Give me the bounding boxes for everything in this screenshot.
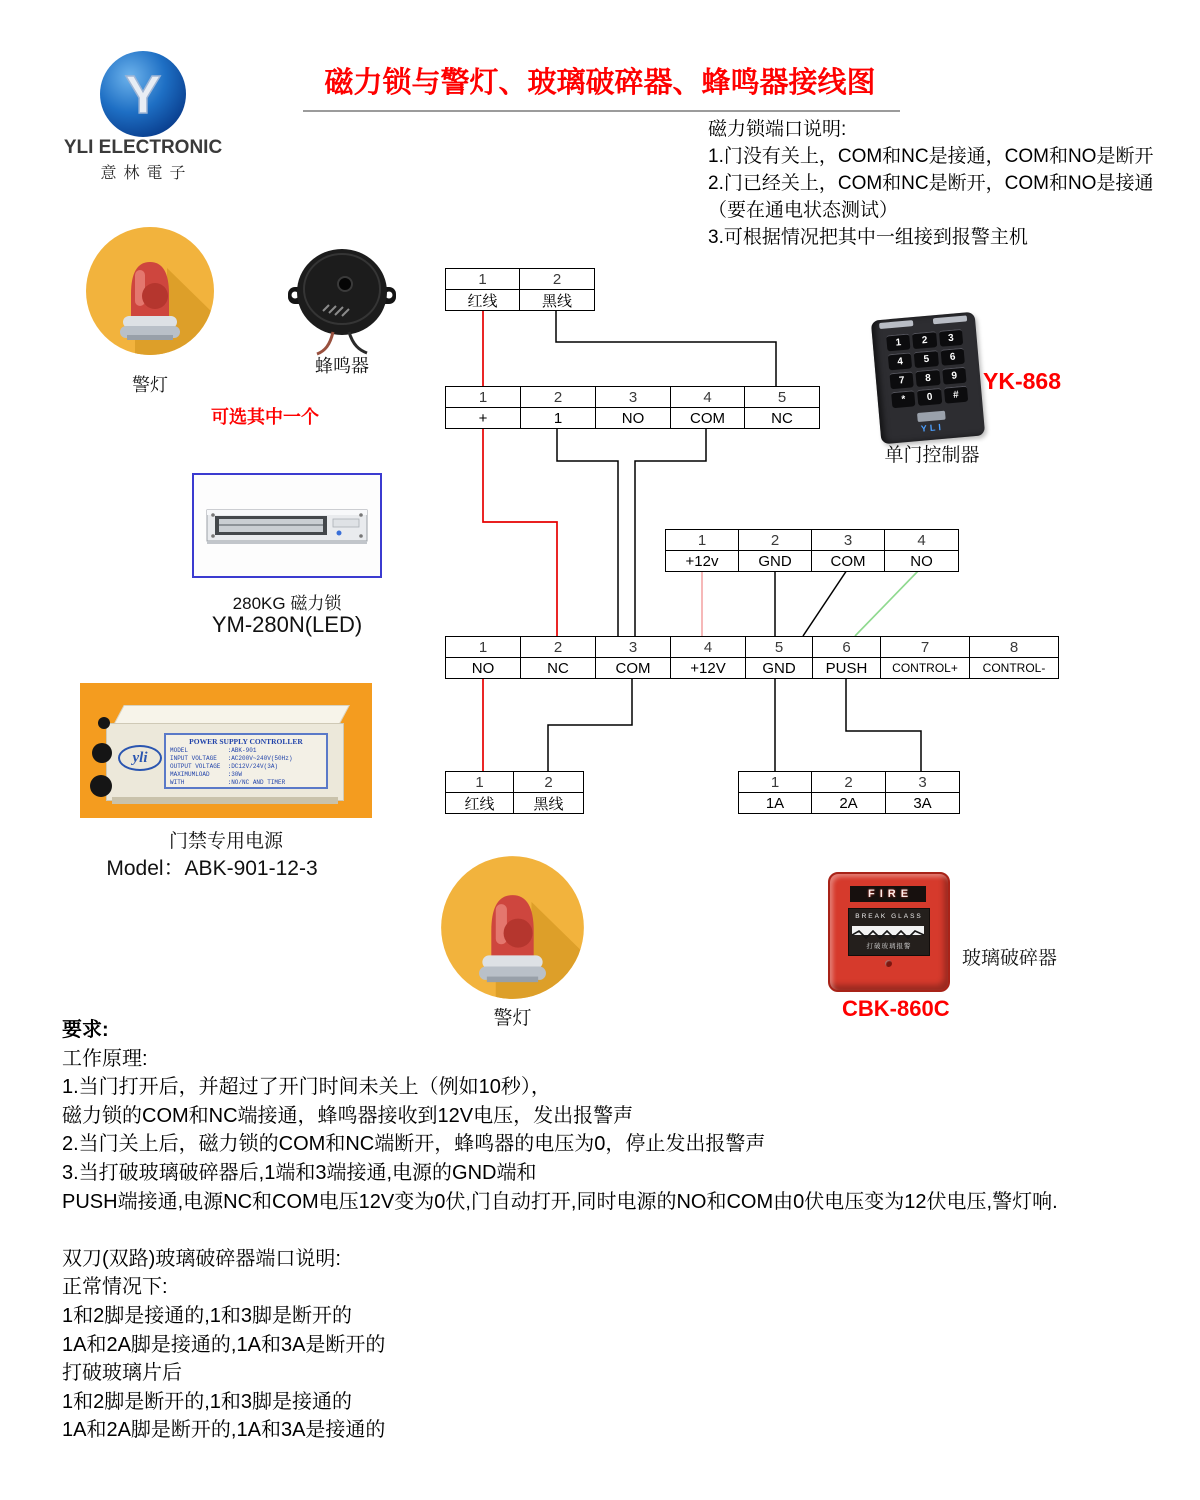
- terminal-cell: 1: [666, 530, 739, 550]
- terminal-row: [446, 793, 583, 813]
- fire-band: FIRE: [850, 886, 926, 902]
- terminal-row: [739, 793, 959, 813]
- zigzag-icon: [852, 930, 924, 939]
- text-line: INPUT VOLTAGE :AC200V~240V(50Hz): [170, 755, 293, 762]
- terminal-cell: 2A: [812, 793, 886, 813]
- power-supply-photo: [80, 683, 372, 818]
- light-wire-terminal: [445, 771, 584, 814]
- glass-breaker-image: [828, 872, 950, 992]
- terminal-row: [446, 658, 1058, 678]
- terminal-cell: COM: [671, 408, 745, 428]
- terminal-row: [666, 551, 958, 571]
- text-line: POWER SUPPLY CONTROLLER: [189, 737, 303, 746]
- psu-screw: [98, 717, 110, 729]
- terminal-row: [446, 772, 583, 793]
- terminal-cell: PUSH: [813, 658, 881, 678]
- terminal-cell: 2: [521, 387, 596, 407]
- wire-plus-to-power-nc: [483, 427, 557, 636]
- keypad-slot: [933, 315, 967, 324]
- keypad-keys: [886, 329, 968, 408]
- keypad-key: 9: [942, 367, 967, 385]
- text-line: 要求:: [62, 1019, 109, 1041]
- terminal-cell: 3: [596, 387, 671, 407]
- working-principle-notes: [62, 1016, 1058, 1445]
- break-glass-text: BREAK GLASS: [855, 913, 923, 920]
- text-line: MAXIMUMLOAD :30W: [170, 771, 243, 778]
- power-supply-label: 门禁专用电源: [168, 831, 283, 852]
- terminal-row: [739, 772, 959, 793]
- keypad-key: 0: [917, 388, 942, 406]
- terminal-cell: 4: [671, 637, 746, 657]
- terminal-cell: 1: [521, 408, 596, 428]
- terminal-cell: GND: [739, 551, 812, 571]
- terminal-cell: +: [446, 408, 521, 428]
- terminal-cell: 3: [918, 773, 927, 791]
- terminal-cell: 3A: [913, 794, 932, 812]
- power-supply-model: Model：ABK-901-12-3: [106, 857, 318, 880]
- terminal-cell: 1: [446, 387, 521, 407]
- terminal-cell: 1: [446, 772, 514, 792]
- terminal-cell: GND: [746, 658, 813, 678]
- terminal-cell: NO: [596, 408, 671, 428]
- terminal-cell: 2: [544, 773, 553, 791]
- wire-ctrlno-to-power-push: [855, 569, 920, 636]
- terminal-cell: 3: [596, 637, 671, 657]
- text-line: 2.当门关上后，磁力锁的COM和NC端断开，蜂鸣器的电压为0，停止发出报警声: [62, 1133, 766, 1156]
- keypad-brand: YLI: [920, 421, 945, 434]
- break-glass-panel: [848, 908, 930, 956]
- choose-one-note: 可选其中一个: [211, 407, 319, 427]
- terminal-cell: 8: [1009, 638, 1019, 656]
- lock-pigtail-terminal: [445, 386, 820, 429]
- text-line: 磁力锁端口说明:: [708, 119, 847, 140]
- terminal-cell: 7: [881, 637, 970, 657]
- brand-name-cn: 意林電子: [100, 165, 193, 182]
- keypad-key: 6: [940, 348, 965, 366]
- break-glass-cn-text: 打破玻璃报警: [866, 943, 912, 950]
- text-line: 3.当打破玻璃破碎器后,1端和3端接通,电源的GND端和: [62, 1161, 537, 1184]
- keypad-slot: [879, 320, 913, 329]
- text-line: 3.可根据情况把其中一组接到报警主机: [708, 227, 1028, 248]
- terminal-cell: 2: [552, 270, 562, 288]
- keypad-key: *: [891, 390, 916, 408]
- terminal-cell: 5: [777, 388, 787, 406]
- psu-knob: [92, 743, 112, 763]
- terminal-cell: NC: [521, 658, 596, 678]
- maglock-icon: [194, 475, 380, 576]
- terminal-row: [446, 387, 819, 408]
- warning-light-label: 警灯: [132, 375, 168, 395]
- controller-model: YK-868: [983, 368, 1061, 394]
- text-line: 1.门没有关上，COM和NC是接通，COM和NO是断开: [708, 146, 1154, 167]
- terminal-row: [446, 269, 594, 290]
- keypad-key: 8: [916, 369, 941, 387]
- controller-terminal: [665, 529, 959, 572]
- terminal-cell: NC: [771, 409, 793, 427]
- text-line: 双刀(双路)玻璃破碎器端口说明:: [62, 1247, 341, 1270]
- terminal-cell: 4: [917, 531, 926, 549]
- psu-label-plate: [164, 733, 328, 789]
- text-line: 工作原理:: [62, 1047, 148, 1070]
- terminal-cell: 4: [671, 387, 745, 407]
- glass-breaker-label: 玻璃破碎器: [962, 948, 1058, 969]
- text-line: 1和2脚是接通的,1和3脚是断开的: [62, 1304, 353, 1327]
- terminal-cell: 黑线: [533, 795, 564, 813]
- terminal-row: [666, 530, 958, 551]
- text-line: 1A和2A脚是断开的,1A和3A是接通的: [62, 1419, 386, 1442]
- buzzer-label: 蜂鸣器: [315, 356, 369, 376]
- terminal-row: [446, 408, 819, 428]
- text-line: OUTPUT VOLTAGE :DC12V/24V(3A): [170, 763, 279, 770]
- terminal-cell: NO: [446, 658, 521, 678]
- terminal-cell: NO: [910, 552, 933, 570]
- terminal-cell: CONTROL+: [881, 658, 970, 678]
- terminal-cell: 红线: [446, 793, 514, 813]
- warning-light-label: 警灯: [493, 1008, 532, 1029]
- terminal-cell: COM: [596, 658, 671, 678]
- terminal-cell: 1: [446, 269, 520, 289]
- maglock-image-frame: [192, 473, 382, 578]
- terminal-cell: 5: [746, 637, 813, 657]
- terminal-cell: 2: [812, 772, 886, 792]
- terminal-cell: 黑线: [541, 292, 572, 310]
- brand-name: YLI ELECTRONIC: [63, 137, 223, 158]
- wire-pin1-to-power-com: [557, 427, 618, 636]
- maglock-model: YM-280N(LED): [211, 612, 363, 637]
- keypad-key: 2: [912, 331, 937, 349]
- keypad-key: #: [944, 386, 969, 404]
- wire-blackline-to-nc: [556, 308, 776, 386]
- glass-breaker-model: CBK-860C: [842, 996, 950, 1021]
- wire-powerpush-to-3a: [846, 678, 921, 771]
- psu-base-edge: [112, 797, 338, 804]
- terminal-cell: 6: [813, 637, 881, 657]
- terminal-cell: 1A: [739, 793, 812, 813]
- wire-ctrlcom-to-power-gnd: [803, 570, 847, 636]
- keypad-key: 5: [914, 350, 939, 368]
- keypad-reader-window: [917, 411, 946, 422]
- power-terminal: [445, 636, 1059, 679]
- access-keypad-image: [871, 312, 985, 445]
- text-line: 1A和2A脚是接通的,1A和3A是断开的: [62, 1333, 386, 1356]
- keypad-key: 7: [889, 371, 914, 389]
- keypad-key: 3: [939, 329, 964, 347]
- text-line: [62, 1216, 1058, 1245]
- terminal-cell: 2: [739, 530, 812, 550]
- text-line: 1和2脚是断开的,1和3脚是接通的: [62, 1390, 353, 1413]
- wire-powercom-to-light-black: [548, 678, 632, 771]
- terminal-row: [446, 290, 594, 310]
- text-line: （要在通电状态测试）: [708, 200, 899, 221]
- terminal-cell: 2: [521, 637, 596, 657]
- psu-knob: [90, 775, 112, 797]
- text-line: 2.门已经关上，COM和NC是断开，COM和NO是接通: [708, 173, 1154, 194]
- terminal-cell: +12V: [671, 658, 746, 678]
- buzzer-wire-terminal: [445, 268, 595, 311]
- terminal-cell: COM: [812, 551, 885, 571]
- page-title: 磁力锁与警灯、玻璃破碎器、蜂鸣器接线图: [324, 67, 876, 99]
- terminal-cell: 3: [812, 530, 885, 550]
- psu-script-logo: yli: [118, 745, 162, 771]
- controller-label: 单门控制器: [884, 445, 980, 466]
- text-line: WITH :NO/NC AND TIMER: [170, 779, 286, 786]
- terminal-row: [446, 637, 1058, 658]
- text-line: 1.当门打开后，并超过了开门时间未关上（例如10秒），: [62, 1076, 551, 1099]
- keypad-key: 1: [886, 333, 911, 351]
- text-line: 正常情况下:: [62, 1276, 168, 1299]
- text-line: PUSH端接通,电源NC和COM电压12V变为0伏,门自动打开,同时电源的NO和COM由0伏电压变为12伏电压,警灯响.: [62, 1190, 1058, 1213]
- text-line: 打破玻璃片后: [62, 1362, 182, 1385]
- text-line: 磁力锁的COM和NC端接通，蜂鸣器接收到12V电压，发出报警声: [62, 1104, 634, 1127]
- maglock-label: 280KG 磁力锁: [232, 594, 342, 613]
- terminal-cell: CONTROL-: [982, 661, 1046, 675]
- terminal-cell: 1: [739, 772, 812, 792]
- glass-strip: [852, 926, 924, 935]
- screw-dot: [885, 960, 892, 967]
- terminal-cell: +12v: [666, 551, 739, 571]
- keypad-key: 4: [888, 352, 913, 370]
- terminal-cell: 1: [446, 637, 521, 657]
- terminal-cell: 红线: [446, 290, 520, 310]
- breaker-terminal: [738, 771, 960, 814]
- text-line: MODEL :ABK-901: [170, 747, 257, 754]
- svg-text:Y: Y: [124, 65, 162, 125]
